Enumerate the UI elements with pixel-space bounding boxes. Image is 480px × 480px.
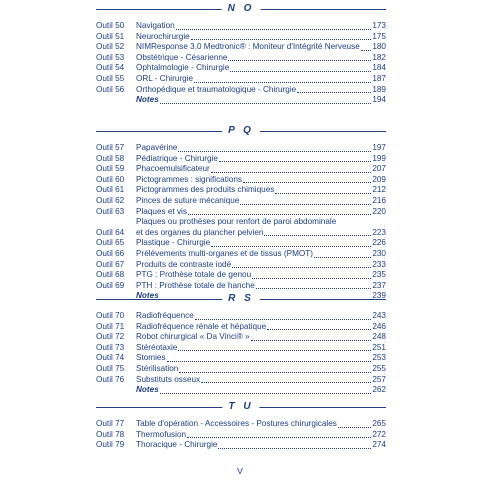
entry-page: 189 [372,84,386,94]
entry-main [136,207,386,218]
toc-entry[interactable] [96,375,386,386]
entry-title: Notes [136,95,159,105]
entry-main [136,311,386,322]
toc-entry[interactable] [96,332,386,343]
toc-entry[interactable] [96,217,386,238]
entry-main [136,175,386,186]
entry-title: PTG : Prothèse totale de genou [136,270,252,280]
dot-leader [251,340,371,341]
toc-list [96,311,386,396]
toc-entry[interactable] [96,53,386,64]
toc-entry[interactable] [96,311,386,322]
outil-number: Outil 77 [96,419,125,428]
section-letters: N O [222,3,261,15]
dot-leader [195,319,371,320]
entry-title: Pédiatrique - Chirurgie [136,153,218,163]
toc-entry[interactable] [96,353,386,364]
entry-page: 248 [372,332,386,342]
entry-page: 265 [372,419,386,428]
outil-number: Outil 74 [96,353,125,363]
dot-leader [194,82,371,83]
dot-leader [188,214,371,215]
dot-leader [179,372,371,373]
entry-title: Stérilisation [136,363,179,373]
entry-page: 237 [372,280,386,290]
toc-entry[interactable] [96,175,386,186]
outil-number: Outil 52 [96,42,125,52]
section-n-o [96,4,386,106]
entry-main [136,74,386,85]
toc-entry[interactable] [96,270,386,281]
dot-leader [228,60,371,61]
entry-page: 223 [372,227,386,237]
entry-main [136,385,386,396]
outil-number: Outil 53 [96,52,125,62]
entry-page: 184 [372,63,386,73]
entry-title-cont: et des organes du plancher pelvien [136,227,264,237]
outil-number: Outil 73 [96,342,125,352]
dot-leader [314,257,371,258]
dot-leader [240,204,371,205]
entry-title: Plastique - Chirurgie [136,238,211,248]
entry-main [136,21,386,32]
section-t-u [96,402,386,451]
toc-entry[interactable] [96,185,386,196]
outil-number: Outil 71 [96,321,125,331]
entry-main [136,440,386,451]
toc-entry[interactable] [96,42,386,53]
entry-page: 233 [372,259,386,269]
outil-number: Outil 60 [96,174,125,184]
page-number: V [237,466,243,476]
toc-entry[interactable] [96,154,386,165]
entry-main [136,281,386,292]
entry-page: 220 [372,206,386,216]
entry-main [136,42,386,53]
entry-title: Obstétrique - Césarienne [136,52,228,62]
toc-entry[interactable] [96,63,386,74]
toc-entry[interactable] [96,32,386,43]
entry-page: 175 [372,31,386,41]
dot-leader [264,235,371,236]
dot-leader [232,267,371,268]
entry-page: 182 [372,52,386,62]
entry-title: Orthopédique et traumatologique - Chirurgie [136,84,297,94]
entry-title: Radiofréquence [136,311,194,320]
entry-main [136,85,386,96]
entry-title: Robot chirurgical « Da Vinci® » [136,332,250,342]
entry-page: 246 [372,321,386,331]
section-header [96,126,386,136]
outil-number: Outil 51 [96,31,125,41]
entry-title: Pictogrammes : significations [136,174,243,184]
dot-leader [275,193,371,194]
entry-page: 251 [372,342,386,352]
outil-number: Outil 75 [96,363,125,373]
toc-entry[interactable] [96,249,386,260]
outil-number: Outil 79 [96,440,125,450]
outil-number: Outil 58 [96,153,125,163]
dot-leader [218,448,371,449]
notes-entry[interactable] [96,95,386,106]
dot-leader [160,103,371,104]
entry-main [136,332,386,343]
dot-leader [243,182,371,183]
entry-page: 207 [372,164,386,174]
dot-leader [201,382,371,383]
section-header [96,402,386,412]
toc-list [96,21,386,106]
dot-leader [176,29,371,30]
dot-leader [187,437,371,438]
entry-title: Notes [136,291,159,301]
entry-page: 180 [372,42,386,52]
toc-entry[interactable] [96,430,386,441]
entry-page: 235 [372,270,386,280]
entry-main [136,63,386,74]
entry-title: Substituts osseux [136,374,201,384]
toc-entry[interactable] [96,364,386,375]
entry-page: 262 [372,385,386,395]
toc-entry[interactable] [96,21,386,32]
dot-leader [256,288,371,289]
entry-main [136,164,386,175]
toc-entry[interactable] [96,419,386,430]
outil-number: Outil 61 [96,185,125,195]
outil-number: Outil 59 [96,164,125,174]
notes-entry[interactable] [96,385,386,396]
entry-title: Produits de contraste iodé [136,259,232,269]
outil-number: Outil 57 [96,143,125,152]
outil-number: Outil 69 [96,280,125,290]
dot-leader [160,393,371,394]
entry-main [136,32,386,43]
entry-main [136,430,386,441]
entry-title: Table d'opération - Accessoires - Postures chirurgicales [136,419,337,428]
entry-title: Phacoemulsificateur [136,164,210,174]
toc-entry[interactable] [96,196,386,207]
entry-main [136,375,386,386]
toc-entry[interactable] [96,440,386,451]
entry-main [136,364,386,375]
toc-entry[interactable] [96,322,386,333]
entry-title: Plaques ou prothèses pour renfort de paroi abdominale [136,217,337,227]
entry-title: Prélèvements multi-organes et de tissus (PMOT) [136,248,313,258]
dot-leader [297,92,371,93]
dot-leader [230,71,371,72]
entry-main [136,154,386,165]
entry-main [136,217,386,238]
dot-leader [178,350,371,351]
outil-number: Outil 67 [96,259,125,269]
entry-title: Pinces de suture mécanique [136,195,240,205]
entry-title-wrap [136,217,386,238]
entry-main [136,53,386,64]
entry-page: 199 [372,153,386,163]
outil-number: Outil 72 [96,332,125,342]
dot-leader [267,329,371,330]
outil-number: Outil 68 [96,270,125,280]
entry-title: Neurochirurgie [136,31,190,41]
dot-leader [252,278,371,279]
entry-title: Notes [136,385,159,395]
toc-list [96,143,386,302]
entry-title: Stéréotaxie [136,342,178,352]
dot-leader [361,50,371,51]
entry-page: 257 [372,374,386,384]
dot-leader [219,161,371,162]
toc-entry[interactable] [96,85,386,96]
outil-number: Outil 70 [96,311,125,320]
entry-title: Papavérine [136,143,178,152]
entry-main [136,249,386,260]
entry-title: Pictogrammes des produits chimiques [136,185,275,195]
entry-page: 216 [372,195,386,205]
section-header [96,4,386,14]
toc-entry[interactable] [96,74,386,85]
outil-number: Outil 76 [96,374,125,384]
dot-leader [211,172,371,173]
entry-main [136,343,386,354]
toc-entry[interactable] [96,281,386,292]
entry-main [136,238,386,249]
entry-title: Radiofréquence rénale et hépatique [136,321,267,331]
outil-number: Outil 78 [96,429,125,439]
entry-page: 274 [372,440,386,450]
entry-page: 272 [372,429,386,439]
dot-leader [178,151,371,152]
toc-entry[interactable] [96,238,386,249]
outil-number: Outil 50 [96,21,125,30]
entry-main [136,353,386,364]
entry-main [136,143,386,154]
outil-number: Outil 63 [96,206,125,216]
entry-page: 230 [372,248,386,258]
section-letters: R S [222,293,260,305]
entry-title: Navigation [136,21,175,30]
entry-title-line2 [136,228,386,239]
outil-number: Outil 62 [96,195,125,205]
entry-title: Ophtalmologie - Chirurgie [136,63,230,73]
toc-list [96,419,386,451]
entry-page: 239 [372,291,386,301]
outil-number: Outil 55 [96,73,125,83]
entry-page: 187 [372,73,386,83]
toc-entry[interactable] [96,260,386,271]
section-letters: T U [222,401,259,413]
section-p-q [96,126,386,302]
outil-number: Outil 65 [96,238,125,248]
toc-entry[interactable] [96,343,386,354]
entry-main [136,196,386,207]
section-r-s [96,294,386,396]
dot-leader [211,246,371,247]
entry-page: 212 [372,185,386,195]
entry-main [136,270,386,281]
entry-title: PTH : Prothèse totale de hanche [136,280,255,290]
entry-title: NIMResponse 3.0 Medtronic® : Moniteur d'Intégrité Nerveuse [136,42,360,52]
entry-title: Thermofusion [136,429,187,439]
entry-main [136,322,386,333]
outil-number: Outil 66 [96,248,125,258]
entry-title: Stomies [136,353,166,363]
entry-main [136,419,386,430]
section-header [96,294,386,304]
toc-entry[interactable] [96,164,386,175]
section-letters: P Q [222,125,260,137]
entry-page: 197 [372,143,386,152]
entry-page: 194 [372,95,386,105]
entry-main [136,260,386,271]
entry-page: 209 [372,174,386,184]
entry-main [136,185,386,196]
entry-page: 226 [372,238,386,248]
dot-leader [167,361,371,362]
entry-main [136,95,386,106]
toc-entry[interactable] [96,207,386,218]
entry-page: 253 [372,353,386,363]
outil-number: Outil 64 [96,227,125,237]
toc-entry[interactable] [96,143,386,154]
entry-title: Plaques et vis [136,206,187,216]
entry-page: 255 [372,363,386,373]
entry-title: ORL - Chirurgie [136,73,194,83]
entry-title: Thoracique - Chirurgie [136,440,218,450]
outil-number: Outil 54 [96,63,125,73]
dot-leader [191,39,371,40]
entry-page: 243 [372,311,386,320]
outil-number: Outil 56 [96,84,125,94]
dot-leader [338,427,371,428]
entry-page: 173 [372,21,386,30]
